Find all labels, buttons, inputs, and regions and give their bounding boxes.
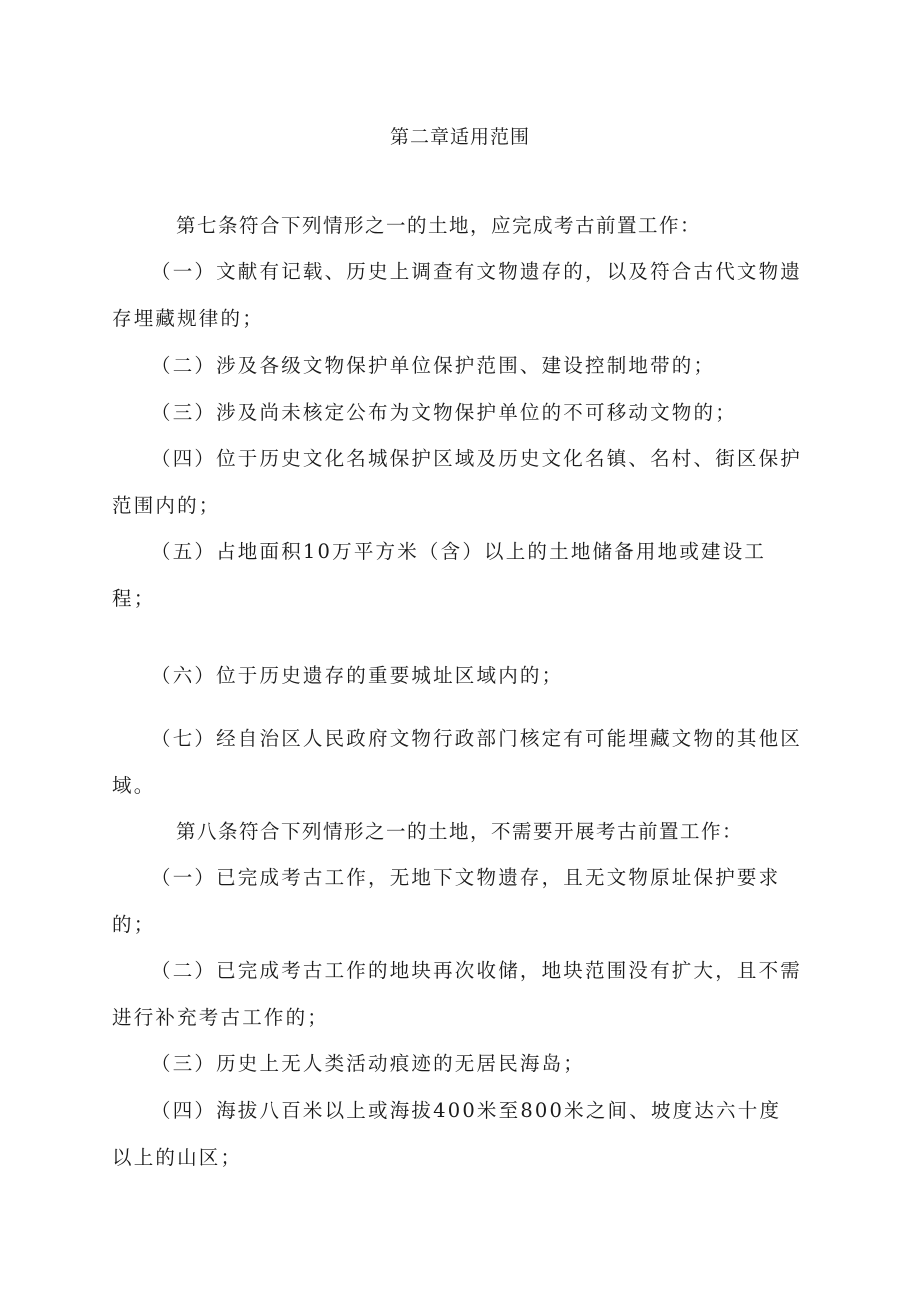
article-8-item-2: （二）已完成考古工作的地块再次收储，地块范围没有扩大，且不需进行补充考古工作的； [112,959,803,1029]
article-8-heading: 第八条符合下列情形之一的土地，不需要开展考古前置工作： [176,820,744,843]
article-8-item-3: （三）历史上无人类活动痕迹的无居民海岛； [151,1052,586,1075]
article-7-item-3: （三）涉及尚未核定公布为文物保护单位的不可移动文物的； [151,401,737,424]
article-7-heading: 第七条符合下列情形之一的土地，应完成考古前置工作： [176,214,702,237]
chapter-title: 第二章适用范围 [389,126,530,148]
article-7-item-5: （五）占地面积10万平方米（含）以上的土地储备用地或建设工程； [112,540,767,610]
article-7-item-2: （二）涉及各级文物保护单位保护范围、建设控制地带的； [151,354,716,377]
article-7-item-7: （七）经自治区人民政府文物行政部门核定有可能埋藏文物的其他区域。 [112,727,803,797]
article-7-item-6: （六）位于历史遗存的重要城址区域内的； [151,664,564,687]
article-7-item-1: （一）文献有记载、历史上调查有文物遗存的，以及符合古代文物遗存埋藏规律的； [112,260,803,330]
article-7-item-4: （四）位于历史文化名城保护区域及历史文化名镇、名村、街区保护范围内的； [112,447,803,517]
article-8-item-4: （四）海拔八百米以上或海拔400米至800米之间、坡度达六十度以上的山区； [112,1099,782,1169]
article-8-item-1: （一）已完成考古工作，无地下文物遗存，且无文物原址保护要求的； [112,866,781,936]
